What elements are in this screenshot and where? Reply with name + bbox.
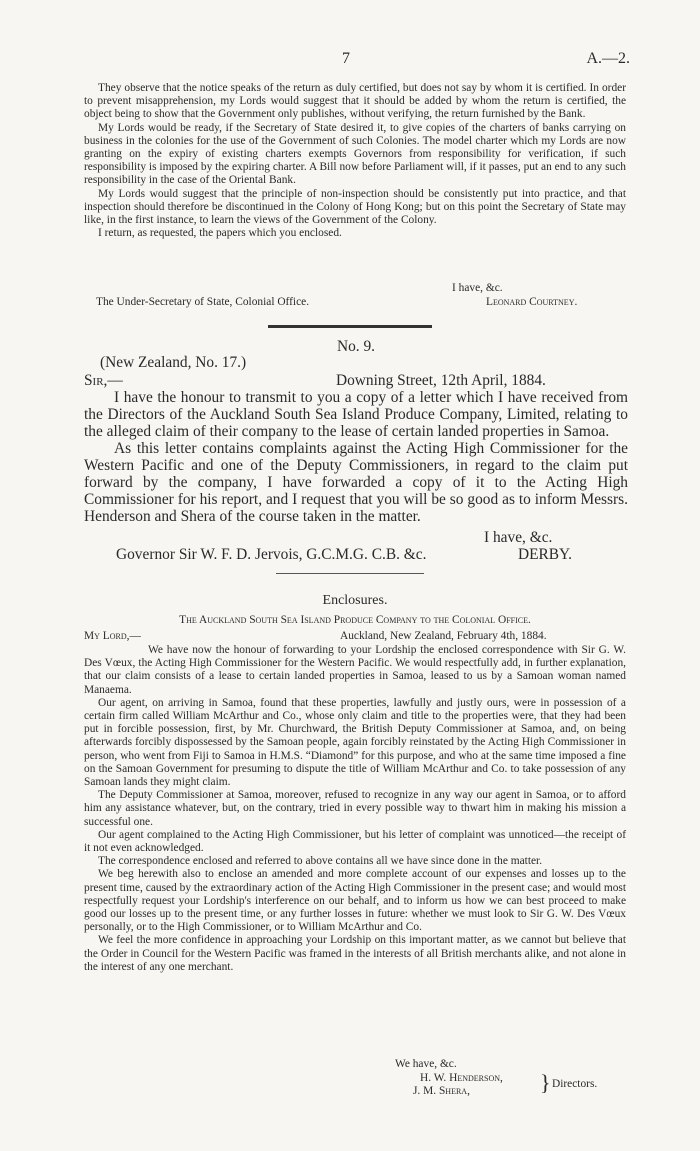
- salutation: Sir,—: [84, 372, 123, 389]
- paragraph: The correspondence enclosed and referred to above contains all we have since done in the matter.: [98, 855, 543, 868]
- closing: I have, &c.: [484, 529, 553, 546]
- salutation: My Lord,—: [84, 630, 141, 642]
- paragraph: Our agent complained to the Acting High Commissioner, but his letter of complaint was unnoticed—the receipt of it not even acknowledged.: [84, 828, 626, 855]
- paragraph: Our agent, on arriving in Samoa, found that these properties, lawfully and justly ours, were in possession of a certain firm called William McArthur and Co., whose only claim and title to the properties were, that they had been put in forcible possession, first, by Mr. Churchward, the British Deputy Commissioner at Samoa, and, on being afterwards forcibly dispossessed by the Samoan people, again forcibly reinstated by the Acting High Commissioner in person, who went from Fiji to Samoa in H.M.S. “Diamond” for this purpose, and who at the same time imposed a fine on the Samoan Government for presuming to dispute the title of William McArthur and Co. to take possession of any Samoan lands they might claim.: [84, 696, 626, 789]
- enclosures-subheading: The Auckland South Sea Island Produce Company to the Colonial Office.: [179, 614, 531, 626]
- section-divider: [268, 325, 432, 328]
- paragraph: As this letter contains complaints against the Acting High Commissioner for the Western Pacific and one of the Deputy Commissioners, in regard to the claim put forward by the company, I have forwarded a copy of it to the Acting High Commissioner for his report, and I request that you will be so good as to inform Messrs. Henderson and Shera of the course taken in the matter.: [84, 440, 628, 525]
- signatory: H. W. Henderson,: [420, 1072, 503, 1084]
- paragraph: I return, as requested, the papers which you enclosed.: [98, 227, 342, 240]
- brace: }: [540, 1070, 551, 1095]
- signature: Leonard Courtney.: [486, 296, 578, 308]
- closing: We have, &c.: [395, 1058, 457, 1070]
- paragraph: My Lords would suggest that the principle of non-inspection should be consistently put into practice, and that inspection should therefore be discontinued in the Colony of Hong Kong; but on this point the Secretary of State may like, in the first instance, to learn the views of the Government of the Colony.: [84, 187, 626, 227]
- letter-number: No. 9.: [336, 338, 376, 355]
- paragraph: The Deputy Commissioner at Samoa, moreover, refused to recognize in any way our agent in Samoa, or to afford him any assistance whatever, but, on the contrary, tried in every possible way to thwart him in making his mission a successful one.: [84, 789, 626, 828]
- enclosures-heading-row: [84, 594, 626, 607]
- enclosures-subheading-row: [84, 614, 626, 627]
- signatory: J. M. Shera,: [413, 1085, 470, 1097]
- signatory-role: Directors.: [552, 1078, 598, 1090]
- no9-body: [84, 389, 628, 525]
- closing: I have, &c.: [452, 282, 503, 294]
- origin: (New Zealand, No. 17.): [100, 354, 247, 371]
- page-number: 7: [342, 50, 350, 67]
- no9-title-row: [84, 338, 628, 355]
- paragraph: We have now the honour of forwarding to your Lordship the enclosed correspondence with Sir G. W. Des Vœux, the Acting High Commissioner for the Western Pacific. We would respectfully add, in further explanation, that our claim consists of a lease to certain landed properties in Samoa, leased to us by a Samoan woman named Manaema.: [84, 644, 626, 696]
- signature: DERBY.: [518, 546, 573, 563]
- place-date: Downing Street, 12th April, 1884.: [336, 372, 546, 389]
- paragraph: I have the honour to transmit to you a copy of a letter which I have received from the Directors of the Auckland South Sea Island Produce Company, Limited, relating to the alleged claim of their company to the lease of certain landed properties in Samoa.: [84, 389, 628, 440]
- paragraph: My Lords would be ready, if the Secretary of State desired it, to give copies of the charters of banks carrying on business in the colonies for the use of the Government of such Colonies. The model charter which my Lords are now granting on the expiry of existing charters exempts Governors from responsibility for verification, if such responsibility is imposed by the expiring charter. A Bill now before Parliament will, if it passes, put an end to any such responsibility in the case of the Oriental Bank.: [84, 121, 626, 187]
- document-reference: A.—2.: [586, 50, 630, 67]
- enclosures-heading: Enclosures.: [322, 593, 388, 608]
- paragraph: They observe that the notice speaks of the return as duly certified, but does not say by whom it is certified. In order to prevent misapprehension, my Lords would suggest that it should be added by whom the return is certified, the object being to show that the Government only publishes, without verifying, the return furnished by the Bank.: [84, 82, 626, 121]
- addressee: Governor Sir W. F. D. Jervois, G.C.M.G. C.B. &c.: [116, 546, 427, 563]
- paragraph: We feel the more confidence in approaching your Lordship on this important matter, as we cannot but believe that the Order in Council for the Western Pacific was framed in the interests of all British merchants alike, and not alone in the interest of any one merchant.: [84, 934, 626, 973]
- place-date: Auckland, New Zealand, February 4th, 1884.: [340, 630, 547, 642]
- section-divider: [276, 573, 424, 574]
- courtney-letter-body: [84, 82, 626, 240]
- addressee: The Under-Secretary of State, Colonial Office.: [96, 296, 310, 308]
- paragraph: We beg herewith also to enclose an amended and more complete account of our expenses and losses up to the present time, caused by the extraordinary action of the Acting High Commissioner in the present case; and would most respectfully request your Lordship's interference on our behalf, and to inform us how we can best proceed to make good our losses up to the present time, or any further losses in future: whether we must look to Sir G. W. Des Vœux personally, or to the High Commissioner, or to William McArthur and Co.: [84, 868, 626, 934]
- enclosure-body: [84, 644, 626, 974]
- page-header: [0, 50, 700, 70]
